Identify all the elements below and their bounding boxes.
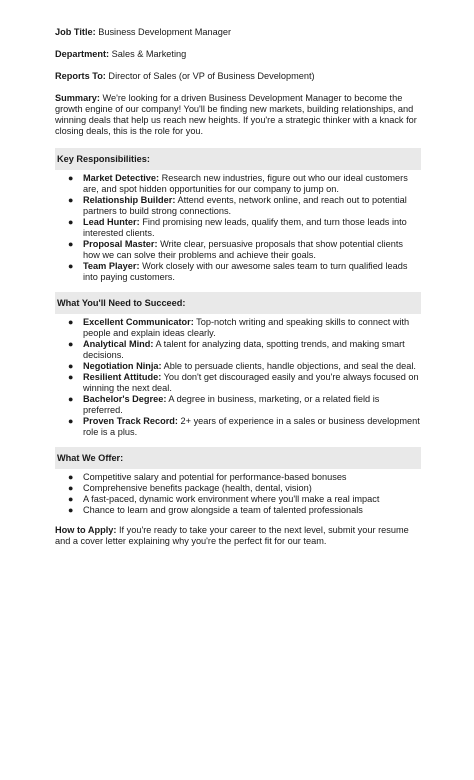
list-item: [55, 261, 421, 283]
summary-paragraph: [55, 93, 421, 137]
responsibilities-list: [55, 173, 421, 283]
list-item: [55, 361, 421, 372]
department-value: Sales & Marketing: [109, 49, 187, 59]
bullet-icon: ●: [68, 361, 74, 371]
job-description-document: [55, 27, 421, 558]
job-title-value: Business Development Manager: [95, 27, 232, 37]
list-item: [55, 239, 421, 261]
reports-to-line: [55, 71, 421, 82]
item-text: Competitive salary and potential for performance-based bonuses: [83, 472, 347, 482]
list-item: [55, 217, 421, 239]
item-text: Research new industries, figure out who our ideal customers are, and spot hidden opportunities for our company to jump on.: [83, 173, 408, 194]
list-item: [55, 416, 421, 438]
list-item: [55, 483, 421, 494]
bullet-icon: ●: [68, 239, 74, 249]
item-text: You don't get discouraged easily and you're always focused on winning the next deal.: [83, 372, 419, 393]
bullet-icon: ●: [68, 317, 74, 327]
bullet-icon: ●: [68, 339, 74, 349]
item-term: Proposal Master:: [83, 239, 158, 249]
bullet-icon: ●: [68, 472, 74, 482]
item-term: Team Player:: [83, 261, 140, 271]
item-term: Relationship Builder:: [83, 195, 176, 205]
item-term: Lead Hunter:: [83, 217, 140, 227]
bullet-icon: ●: [68, 173, 74, 183]
how-to-apply-text: If you're ready to take your career to the next level, submit your resume and a cover letter explaining why you're the perfect fit for our team.: [55, 525, 409, 546]
bullet-icon: ●: [68, 394, 74, 404]
list-item: [55, 394, 421, 416]
list-item: [55, 195, 421, 217]
reports-to-label: Reports To:: [55, 71, 106, 81]
bullet-icon: ●: [68, 372, 74, 382]
list-item: [55, 317, 421, 339]
bullet-icon: ●: [68, 195, 74, 205]
item-term: Excellent Communicator:: [83, 317, 194, 327]
item-text: Work closely with our awesome sales team to turn qualified leads into paying customers.: [83, 261, 408, 282]
list-item: [55, 339, 421, 361]
department-line: [55, 49, 421, 60]
section-heading-offer: What We Offer:: [55, 447, 421, 469]
item-text: Attend events, network online, and reach out to potential partners to build strong connections.: [83, 195, 407, 216]
list-item: [55, 505, 421, 516]
item-text: 2+ years of experience in a sales or business development role is a plus.: [83, 416, 420, 437]
offer-list: [55, 472, 421, 516]
job-title-line: [55, 27, 421, 38]
succeed-list: [55, 317, 421, 438]
item-term: Proven Track Record:: [83, 416, 178, 426]
reports-to-value: Director of Sales (or VP of Business Development): [105, 71, 315, 81]
summary-label: Summary:: [55, 93, 100, 103]
item-text: Chance to learn and grow alongside a team of talented professionals: [83, 505, 363, 515]
summary-text: We're looking for a driven Business Development Manager to become the growth engine of our company! You'll be finding new markets, building relationships, and winning deals that help us reach new heights. If you're a strategic thinker with a knack for closing deals, this is the role for you.: [55, 93, 417, 136]
item-term: Resilient Attitude:: [83, 372, 162, 382]
bullet-icon: ●: [68, 505, 74, 515]
bullet-icon: ●: [68, 494, 74, 504]
list-item: [55, 494, 421, 505]
item-text: Find promising new leads, qualify them, and turn those leads into interested clients.: [83, 217, 407, 238]
item-text: Able to persuade clients, handle objections, and seal the deal.: [161, 361, 416, 371]
how-to-apply-paragraph: [55, 525, 421, 547]
item-text: Write clear, persuasive proposals that show potential clients how we can solve their problems and achieve their goals.: [83, 239, 404, 260]
list-item: [55, 372, 421, 394]
item-term: Bachelor's Degree:: [83, 394, 167, 404]
bullet-icon: ●: [68, 217, 74, 227]
job-title-label: Job Title:: [55, 27, 96, 37]
item-text: Comprehensive benefits package (health, dental, vision): [83, 483, 312, 493]
item-text: A fast-paced, dynamic work environment where you'll make a real impact: [83, 494, 380, 504]
item-term: Analytical Mind:: [83, 339, 154, 349]
list-item: [55, 472, 421, 483]
department-label: Department:: [55, 49, 110, 59]
section-heading-succeed: What You'll Need to Succeed:: [55, 292, 421, 314]
bullet-icon: ●: [68, 261, 74, 271]
item-term: Negotiation Ninja:: [83, 361, 162, 371]
item-text: A talent for analyzing data, spotting trends, and making smart decisions.: [83, 339, 405, 360]
bullet-icon: ●: [68, 416, 74, 426]
item-text: Top-notch writing and speaking skills to connect with people and explain ideas clearly.: [83, 317, 410, 338]
item-term: Market Detective:: [83, 173, 160, 183]
bullet-icon: ●: [68, 483, 74, 493]
item-text: A degree in business, marketing, or a related field is preferred.: [83, 394, 380, 415]
section-heading-responsibilities: Key Responsibilities:: [55, 148, 421, 170]
how-to-apply-label: How to Apply:: [55, 525, 117, 535]
list-item: [55, 173, 421, 195]
